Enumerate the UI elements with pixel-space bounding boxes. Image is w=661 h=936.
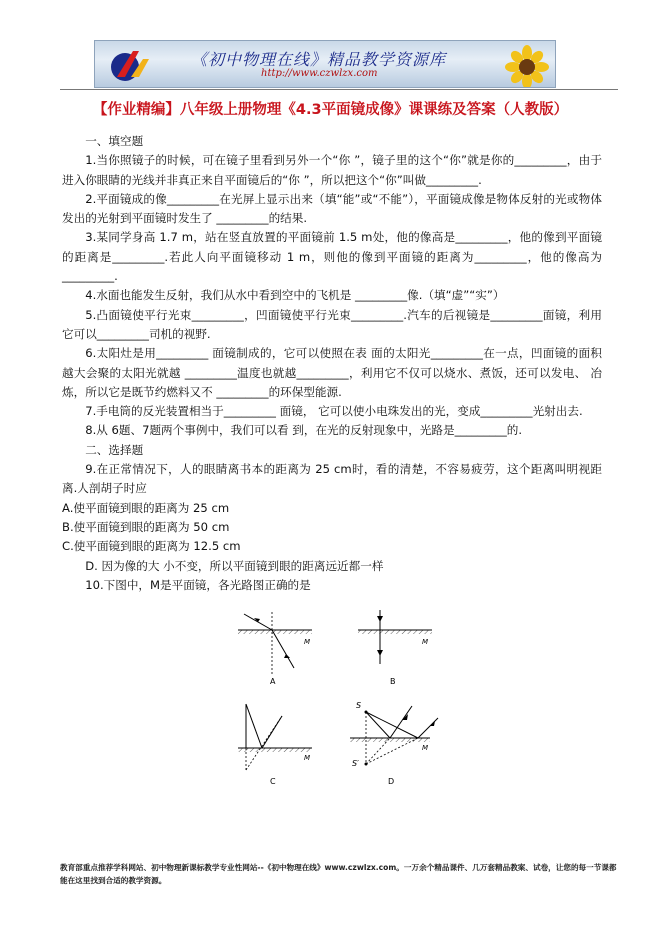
mirror-label: M	[422, 744, 429, 752]
question-9: 9.在正常情况下，人的眼睛离书本的距离为 25 cm时，看的清楚，不容易疲劳，这个距离叫明视距离.人剖胡子时应	[62, 462, 602, 496]
exercise-content	[62, 132, 602, 595]
question-8: 8.从 6题、7题两个事例中，我们可以看 到，在光的反射现象中，光路是_________的.	[85, 423, 523, 438]
site-banner	[94, 40, 556, 88]
site-logo	[103, 45, 163, 83]
source-label: S	[356, 701, 362, 710]
question-6: 6.太阳灶是用_________ 面镜制成的，它可以使照在表 面的太阳光_________在一点，凹面镜的面积越大会聚的太阳光就越 _________温度也就越_________，利用它不仅可以烧水、煮饭，还可以发电、 冶炼，所以它是既节约燃料又不 _________的环保型能源.	[62, 346, 602, 399]
question-5: 5.凸面镜使平行光束_________，凹面镜使平行光束_________.汽车的后视镜是_________面镜，利用它可以_________司机的视野.	[62, 307, 602, 341]
diagram-b	[358, 610, 432, 686]
image-label: S′	[352, 759, 359, 768]
question-1: 1.当你照镜子的时候，可在镜子里看到另外一个“你 ”，镜子里的这个“你”就是你的_________，由于进入你眼睛的光线并非真正来自平面镜后的“你 ”，所以把这个“你”叫做_________.	[62, 153, 602, 187]
question-10: 10.下图中，M是平面镜，各光路图正确的是	[85, 577, 311, 592]
question-7: 7.手电筒的反光装置相当于_________ 面镜， 它可以使小电珠发出的光，变成_________光射出去.	[85, 404, 583, 419]
banner-title: 《初中物理在线》精品教学资源库	[191, 50, 447, 69]
diagram-a-label: A	[270, 677, 276, 686]
diagram-b-label: B	[390, 677, 396, 686]
sunflower-icon	[505, 45, 549, 88]
header-rule	[60, 89, 618, 90]
mirror-label: M	[304, 638, 311, 646]
section-multiple-choice: 二、选择题	[85, 442, 144, 457]
question-3: 3.某同学身高 1.7 m，站在竖直放置的平面镜前 1.5 m处，他的像高是_________，他的像到平面镜的距离是_________.若此人向平面镜移动 1 m，则他的像到平面镜的距离为_________，他的像高为_________.	[62, 230, 602, 284]
diagram-c	[238, 704, 312, 786]
section-fill-blank: 一、填空题	[85, 134, 144, 148]
question-4: 4.水面也能发生反射，我们从水中看到空中的飞机是 _________像.（填“虚”“实”）	[85, 288, 505, 303]
option-b: B.使平面镜到眼的距离为 50 cm	[62, 519, 230, 534]
mirror-label: M	[422, 638, 429, 646]
light-path-diagrams	[224, 608, 454, 788]
document-title: 【作业精编】八年级上册物理《4.3平面镜成像》课课练及答案（人教版）	[92, 102, 569, 118]
diagram-d-label: D	[388, 777, 395, 786]
mirror-label: M	[304, 754, 311, 762]
diagram-d	[350, 701, 438, 786]
option-a: A.使平面镜到眼的距离为 25 cm	[62, 500, 230, 515]
page-footer: 教育部重点推荐学科网站、初中物理新课标教学专业性网站--《初中物理在线》www.czwlzx.com。一万余个精品课件、几万套精品教案、试卷，让您的每一节课都能在这里找到合适的教学资源。	[60, 863, 617, 885]
option-c: C.使平面镜到眼的距离为 12.5 cm	[62, 539, 241, 554]
diagram-c-label: C	[270, 777, 276, 786]
option-d: D. 因为像的大 小不变，所以平面镜到眼的距离远近都一样	[85, 558, 384, 573]
banner-url: http://www.czwlzx.com	[261, 68, 378, 79]
diagram-a	[238, 612, 312, 686]
question-2: 2.平面镜成的像_________在光屏上显示出来（填“能”或“不能”），平面镜成像是物体反射的光或物体发出的光射到平面镜时发生了 _________的结果.	[62, 191, 602, 226]
